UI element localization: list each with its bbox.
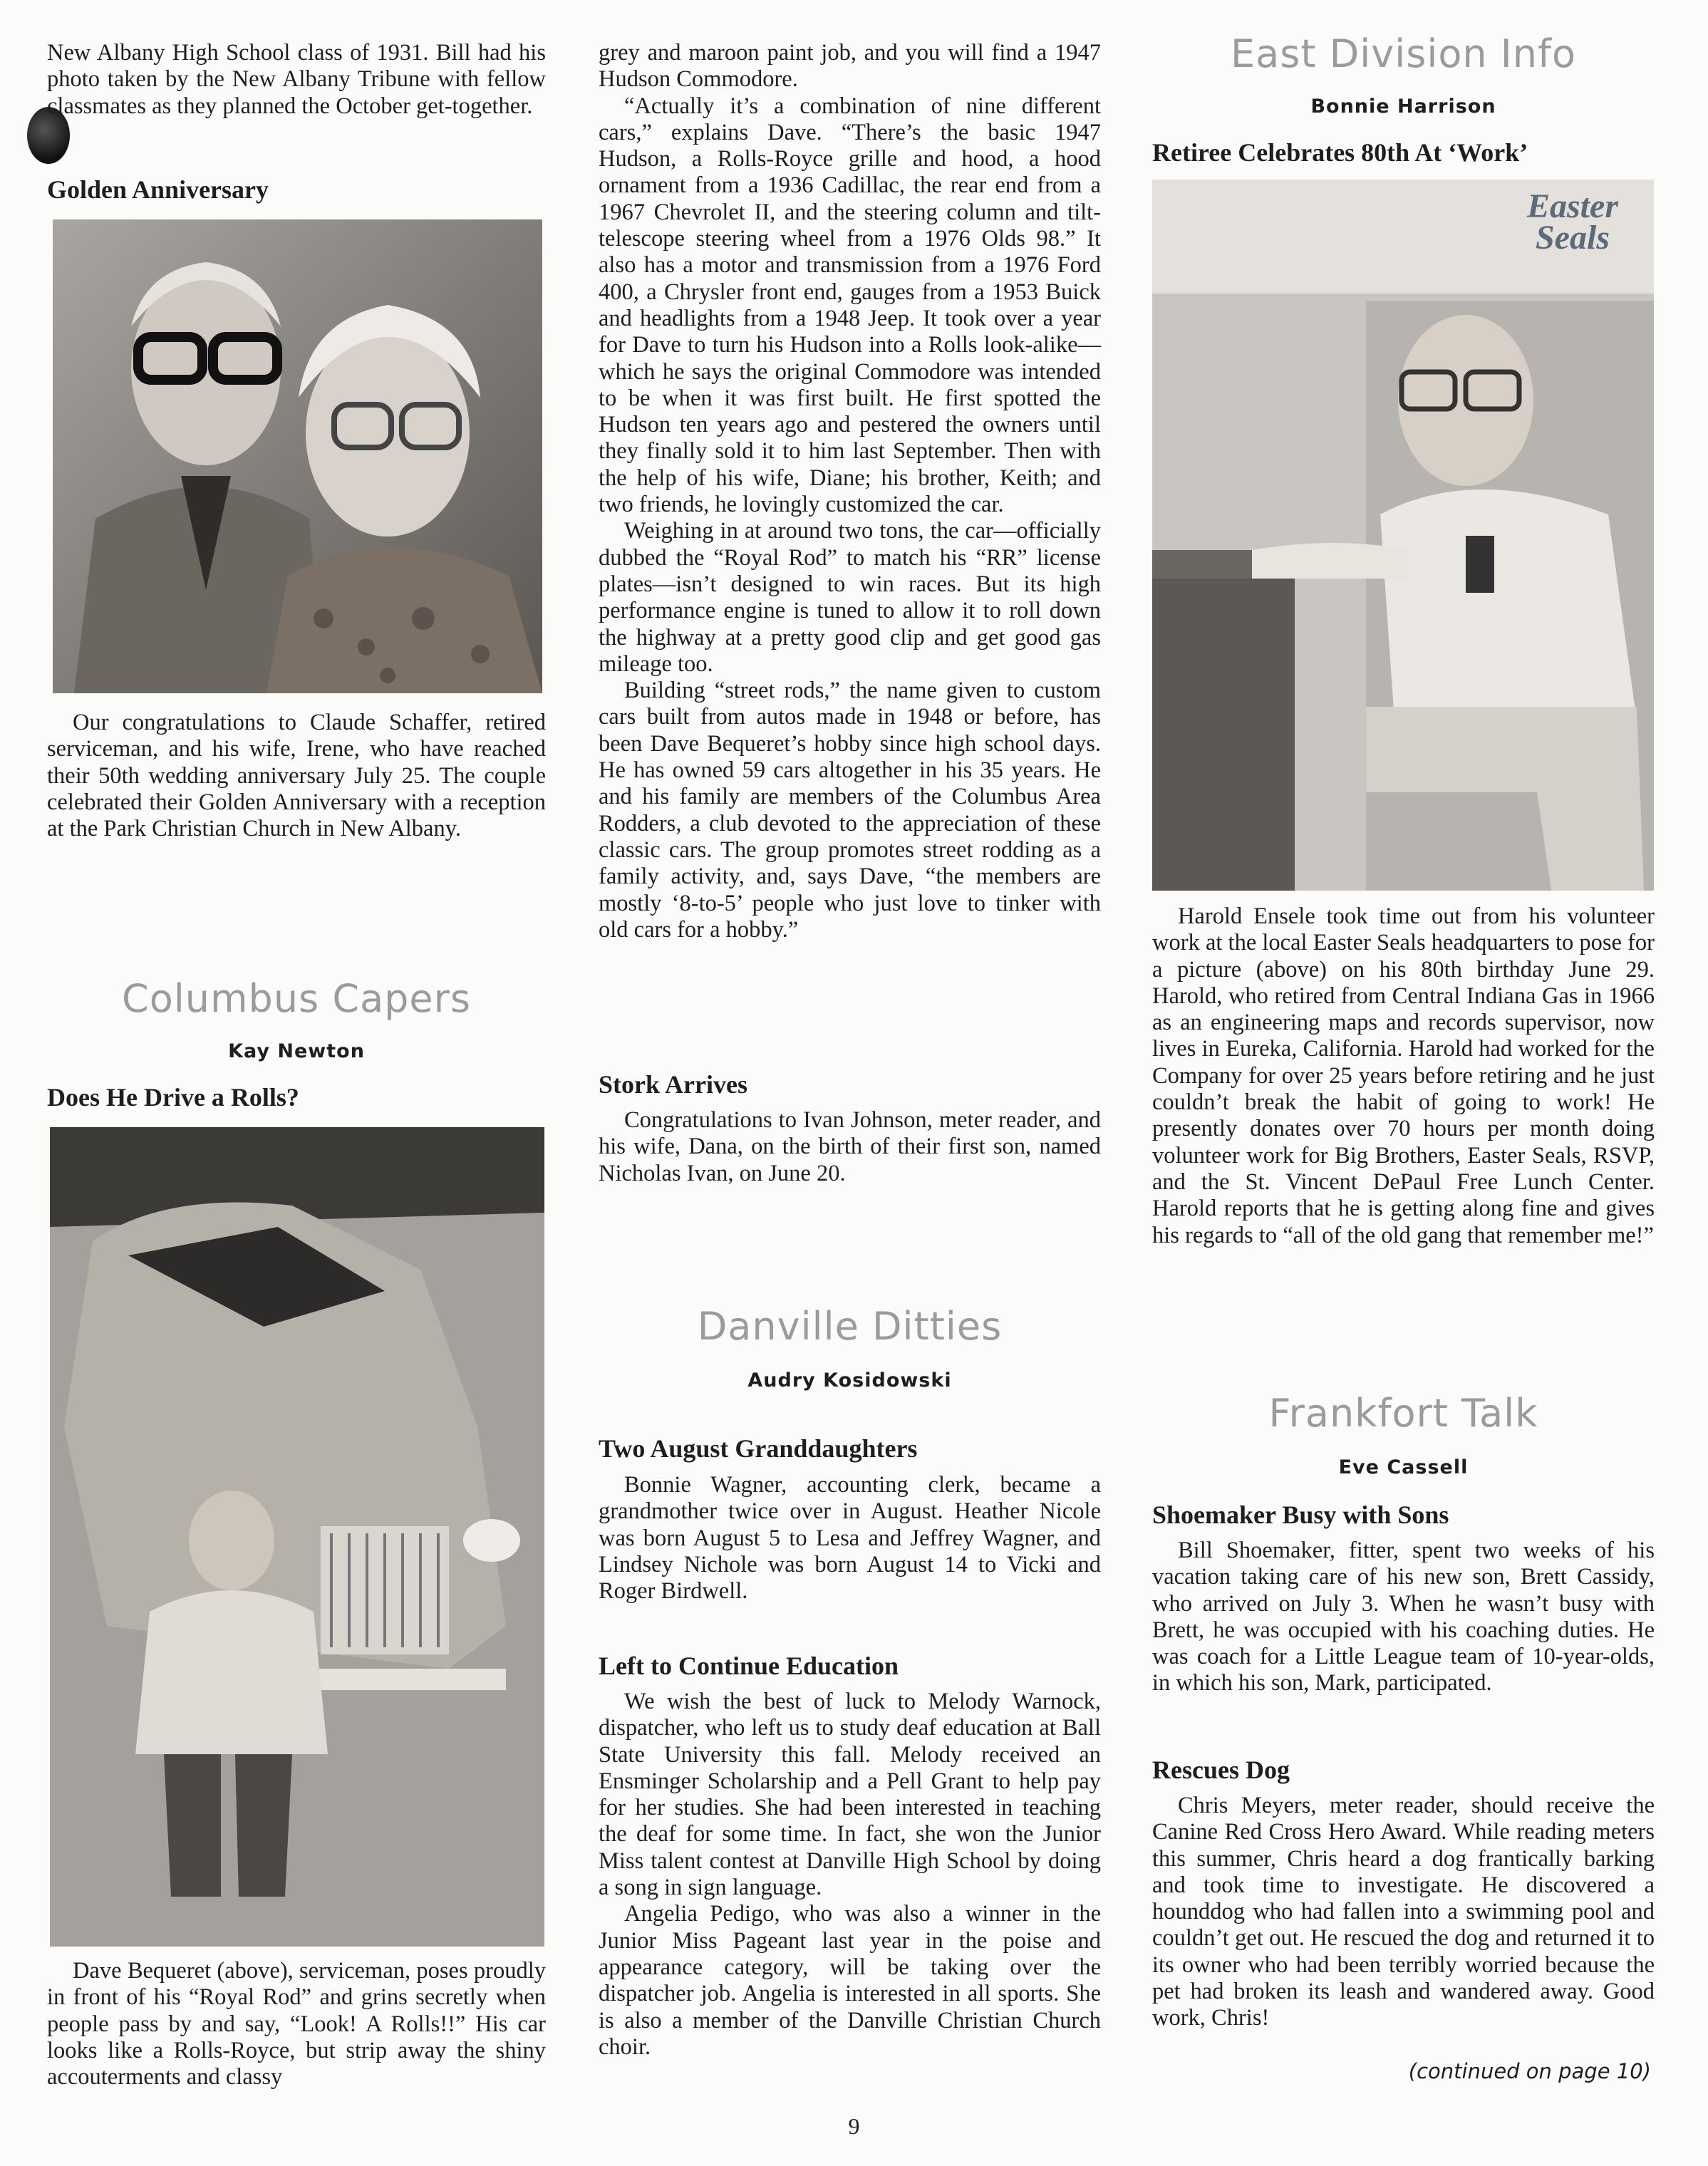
royal-rod-caption: Dave Bequeret (above), serviceman, poses proudly in front of his “Royal Rod” and grins secretly when people pass by and say, “Look! A Rolls!!” His car looks like a Rolls-Royce, but strip away the shiny accouterments and classy bbox=[47, 1958, 546, 2090]
columbus-byline: Kay Newton bbox=[228, 1040, 365, 1062]
danville-byline: Audry Kosidowski bbox=[747, 1369, 952, 1392]
education-paragraph-1: We wish the best of luck to Melody Warnock, dispatcher, who left us to study deaf education at Ball State University this fall. Melody received an Ensminger Scholarship and a Pell Grant to help pay for her studies. She had been interested in teaching the deaf for some time. In fact, she won the Junior Miss talent contest at Danville High School by doing a song in sign language. bbox=[599, 1689, 1101, 1901]
granddaughters-text: Bonnie Wagner, accounting clerk, became a grandmother twice over in August. Heather Nicole was born August 5 to Lesa and Jeffrey Wagner, and Lindsey Nichole was born August 14 to Vicki and Roger Birdwell. bbox=[599, 1472, 1101, 1605]
does-he-drive-a-rolls-heading: Does He Drive a Rolls? bbox=[47, 1083, 299, 1112]
two-august-granddaughters-heading: Two August Granddaughters bbox=[599, 1434, 918, 1463]
golden-anniversary-caption: Our congratulations to Claude Schaffer, retired serviceman, and his wife, Irene, who have reached their 50th wedding anniversary July 25. The couple celebrated their Golden Anniversary with a reception at the Park Christian Church in New Albany. bbox=[47, 710, 546, 842]
easter-seals-sign: Easter Seals bbox=[1526, 187, 1618, 256]
shoemaker-text: Bill Shoemaker, fitter, spent two weeks of his vacation taking care of his new son, Brett Cassidy, who arrived on July 3. When he wasn’t busy with Brett, he was occupied with his coaching duties. He was coach for a Little League team of 10-year-olds, in which his son, Mark, participated. bbox=[1152, 1538, 1655, 1696]
frankfort-byline: Eve Cassell bbox=[1338, 1456, 1469, 1478]
harold-ensele-caption: Harold Ensele took time out from his volunteer work at the local Easter Seals headquarters to pose for a picture (above) on his 80th birthday June 29. Harold, who retired from Central Indiana Gas in 1966 as an engineering maps and records supervisor, now lives in Eureka, California. Harold had worked for the Company for over 25 years before retiring and he just couldn’t break the habit of going to work! He presently donates over 70 hours per month doing volunteer work for Big Brothers, Easter Seals, RSVP, and the St. Vincent DePaul Free Lunch Center. Harold reports that he is getting along fine and gives his regards to “all of the old gang that remember me!” bbox=[1152, 903, 1655, 1248]
article-paragraph-1: grey and maroon paint job, and you will find a 1947 Hudson Commodore. bbox=[599, 40, 1101, 93]
golden-anniversary-heading: Golden Anniversary bbox=[47, 175, 269, 204]
shoemaker-busy-heading: Shoemaker Busy with Sons bbox=[1152, 1501, 1449, 1529]
education-paragraph-2: Angelia Pedigo, who was also a winner in the Junior Miss Pageant last year in the poise and appearance category, will be taking over the dispatcher job. Angelia is interested in all sports. She is also a member of the Danville Christian Church choir. bbox=[599, 1901, 1101, 2060]
left-to-continue-education-heading: Left to Continue Education bbox=[599, 1652, 899, 1680]
danville-ditties-title: Danville Ditties bbox=[697, 1304, 1003, 1349]
retiree-celebrates-heading: Retiree Celebrates 80th At ‘Work’ bbox=[1152, 138, 1528, 167]
article-paragraph-2: “Actually it’s a combination of nine different cars,” explains Dave. “There’s the basic 1947 Hudson, a Rolls-Royce grille and hood, a hood ornament from a 1936 Cadillac, the rear end from a 1967 Chevrolet II, and the steering column and tilt-telescope steering wheel from a 1976 Olds 98.” It also has a motor and transmission from a 1976 Ford 400, a Chrysler front end, gauges from a 1953 Buick and headlights from a 1948 Jeep. It took over a year for Dave to turn his Hudson into a Rolls look-alike—which he says the original Commodore was intended to be when it was first built. He first spotted the Hudson ten years ago and pestered the owners until they finally sold it to him last September. Then with the help of his wife, Diane; his brother, Keith; and two friends, he lovingly customized the car. bbox=[599, 93, 1101, 518]
intro-text: New Albany High School class of 1931. Bill had his photo taken by the New Albany Tribune with fellow classmates as they planned the October get-together. bbox=[47, 40, 546, 119]
rescues-dog-text: Chris Meyers, meter reader, should receive the Canine Red Cross Hero Award. While reading meters this summer, Chris heard a dog frantically barking and took time to investigate. He discovered a hounddog who had fallen into a swimming pool and couldn’t get out. He rescued the dog and returned it to its owner who had been terribly worried because the pet had broken its leash and wandered away. Good work, Chris! bbox=[1152, 1793, 1655, 2031]
rescues-dog-heading: Rescues Dog bbox=[1152, 1756, 1290, 1784]
schaffer-couple-photo bbox=[53, 219, 542, 693]
education-article bbox=[599, 1689, 1101, 2061]
article-paragraph-3: Weighing in at around two tons, the car—officially dubbed the “Royal Rod” to match his “RR” license plates—isn’t designed to win races. But its high performance engine is tuned to allow it to roll down the highway at a pretty good clip and get good gas mileage too. bbox=[599, 518, 1101, 677]
article-paragraph-4: Building “street rods,” the name given to custom cars built from autos made in 1948 or before, has been Dave Bequeret’s hobby since high school days. He has owned 59 cars altogether in his 35 years. He and his family are members of the Columbus Area Rodders, a club devoted to the appreciation of these classic cars. The group promotes street rodding as a family activity, and, says Dave, “the members are mostly ‘8-to-5’ people who just love to tinker with old cars for a hobby.” bbox=[599, 678, 1101, 943]
royal-rod-article bbox=[599, 40, 1101, 943]
east-division-info-title: East Division Info bbox=[1231, 31, 1576, 76]
columbus-capers-title: Columbus Capers bbox=[121, 976, 471, 1021]
frankfort-talk-title: Frankfort Talk bbox=[1268, 1391, 1538, 1436]
stork-arrives-text: Congratulations to Ivan Johnson, meter reader, and his wife, Dana, on the birth of their first son, named Nicholas Ivan, on June 20. bbox=[599, 1107, 1101, 1186]
harold-ensele-photo bbox=[1152, 180, 1654, 891]
continued-on-page-link[interactable]: (continued on page 10) bbox=[1408, 2059, 1651, 2083]
royal-rod-car-photo bbox=[50, 1127, 544, 1947]
stork-arrives-heading: Stork Arrives bbox=[599, 1070, 747, 1099]
east-division-byline: Bonnie Harrison bbox=[1310, 95, 1496, 118]
page-number: 9 bbox=[848, 2113, 860, 2139]
